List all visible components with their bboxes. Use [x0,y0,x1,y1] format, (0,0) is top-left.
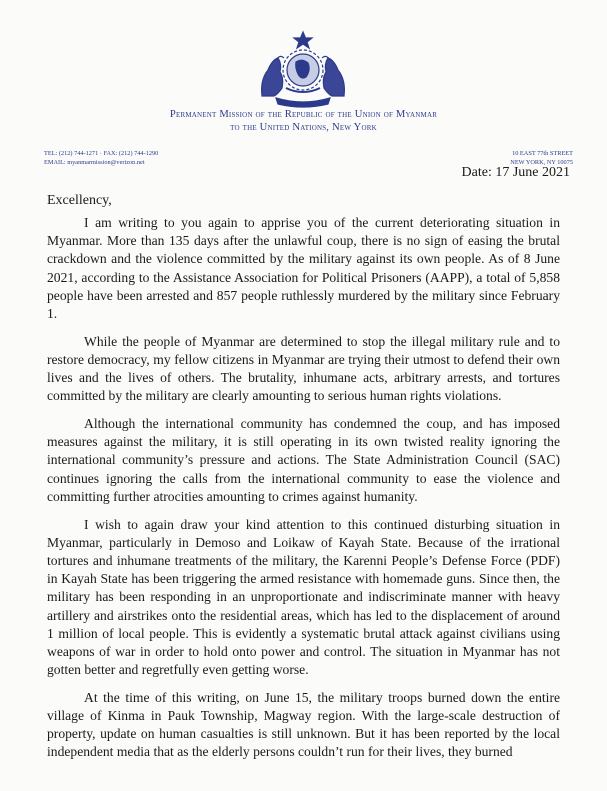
letter-date: Date: 17 June 2021 [461,165,570,180]
state-seal-emblem-icon [254,30,352,108]
letterhead-contact [44,150,158,167]
address-line-1: 10 EAST 77th STREET [512,150,573,157]
address-line-2: NEW YORK, NY 10075 [510,158,573,166]
tel-fax-text: TEL: (212) 744-1271 · FAX: (212) 744-1290 [44,150,159,157]
email-text: EMAIL: myanmarmission@verizon.net [44,158,145,166]
paragraph: While the people of Myanmar are determined to stop the illegal military rule and to restore democracy, my fellow citizens in Myanmar are trying their utmost to defend their own lives and the lives of others. The brutality, inhumane acts, arbitrary arrests, and tortures committed by the military are clearly amounting to serious human rights violations. [47,333,560,404]
letterhead-line-2: to the United Nations, New York [230,122,377,133]
letterhead-line-1: Permanent Mission of the Republic of the Union of Myanmar [169,109,438,120]
letterhead-organization [0,108,607,134]
paragraph: I wish to again draw your kind attention to this continued disturbing situation in Myanmar, particularly in Demoso and Loikaw of Kayah State. Because of the irrational tortures and inhumane treatments of the military, the Karenni People’s Defense Force (PDF) in Kayah State has been triggering the armed resistance with homemade guns. Since then, the military has been responding in an unproportionate and indiscriminate manner with heavy artillery and airstrikes onto the residential areas, which has led to the displacement of around 1 million of local people. This is evidently a systematic brutal attack against civilians using weapons of war in order to hold onto power and control. The situation in Myanmar has not gotten better and regretfully even getting worse. [47,516,560,678]
paragraph: At the time of this writing, on June 15, the military troops burned down the entire village of Kinma in Pauk Township, Magway region. With the large-scale destruction of property, update on human casualties is still unknown. But it has been reported by the local independent media that as the elderly persons couldn’t run for their lives, they burned [47,689,560,760]
paragraph: Although the international community has condemned the coup, and has imposed measures against the military, it is still operating in its own twisted reality ignoring the international community’s pressure and actions. The State Administration Council (SAC) continues ignoring the calls from the international community to ease the violence and committing further atrocities amounting to crimes against humanity. [47,416,560,504]
salutation: Excellency, [47,193,112,208]
letter-body [47,214,560,771]
paragraph: I am writing to you again to apprise you of the current deteriorating situation in Myanmar. More than 135 days after the unlawful coup, there is no sign of easing the brutal crackdown and the violence committed by the military against its own people. As of 8 June 2021, according to the Assistance Association for Political Prisoners (AAPP), a total of 5,858 people have been arrested and 857 people ruthlessly murdered by the military since February 1. [47,215,560,322]
